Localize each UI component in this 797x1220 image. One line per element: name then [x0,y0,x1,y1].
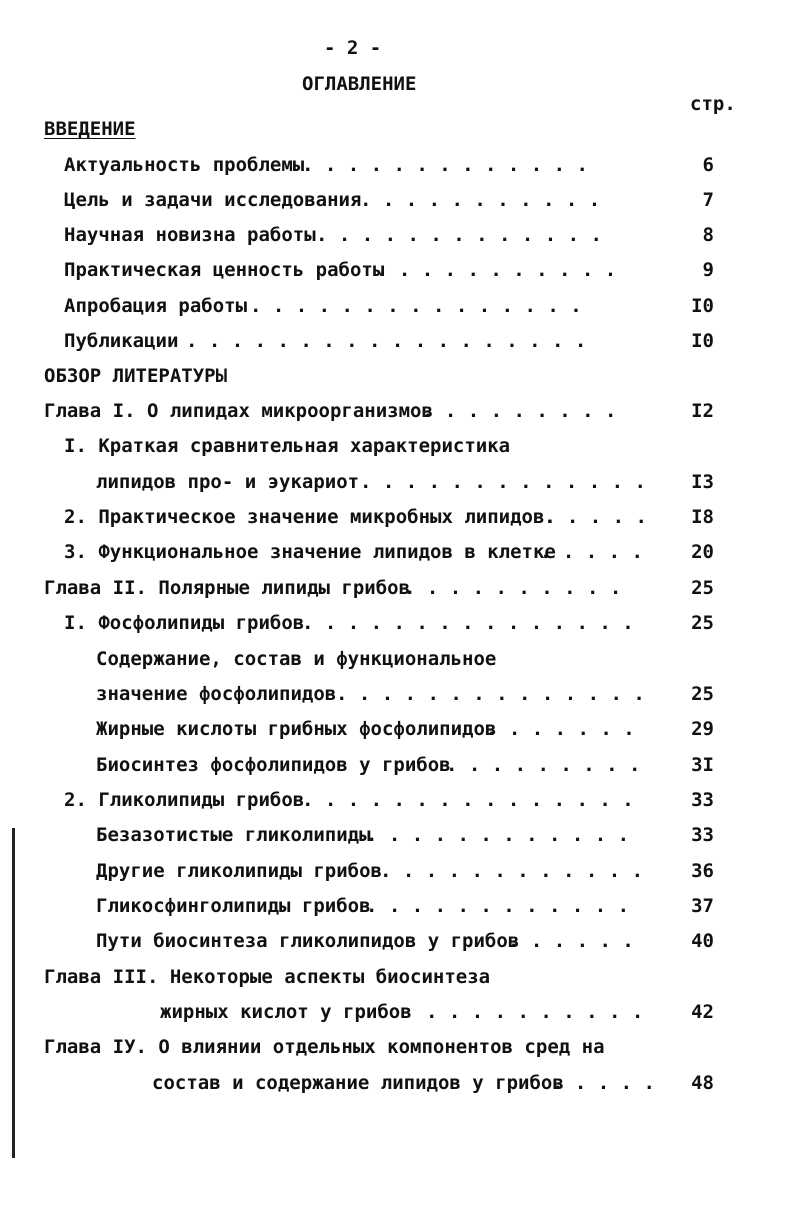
entry-text: 2. Гликолипиды грибов [64,789,305,811]
leader-dots: . . . . . [544,506,647,528]
leader-dots: . . . . . . . . . [446,754,641,776]
section-heading-intro: ВВЕДЕНИЕ [44,118,136,140]
entry-text: Актуальность проблемы [64,154,305,176]
entry-text: Содержание, состав и функциональное [96,648,497,670]
entry-page: 25 [691,612,714,634]
entry-page: 9 [702,259,714,281]
section-heading-review: ОБЗОР ЛИТЕРАТУРЫ [44,365,228,387]
entry-text: Гликосфинголипиды грибов [96,895,371,917]
leader-dots: . . . . . . . . . . . . . . . [302,612,634,634]
leader-dots: . . . . . . . . . . . . . [302,154,588,176]
leader-dots: . . . . . . [508,930,634,952]
leader-dots: . . . . . . . . . . . . . . . . . . [186,330,587,352]
page-column-label: стр. [690,93,736,115]
entry-text: Другие гликолипиды грибов [96,860,382,882]
entry-text: 2. Практическое значение микробных липидов. [64,506,556,528]
entry-text: жирных кислот у грибов [160,1001,412,1023]
entry-text: Глава IУ. О влиянии отдельных компонентов сред на [44,1036,605,1058]
entry-page: 7 [702,189,714,211]
leader-dots: . . . . . . . . . . . . [366,895,630,917]
entry-text: I. Краткая сравнительная характеристика [64,435,511,457]
leader-dots: . . . . . . . . . . . . . . . [302,789,634,811]
entry-page: I8 [691,506,714,528]
leader-dots: . . . . . . . . . . . [360,189,601,211]
entry-page: 36 [691,860,714,882]
entry-page: 25 [691,683,714,705]
leader-dots: . . . . . . . . . . . . . . [336,683,645,705]
leader-dots: . . . . . . . . . . . [376,259,617,281]
entry-page: 37 [691,895,714,917]
entry-text: липидов про- и эукариот [96,471,360,493]
leader-dots: . . . . . . . . . . . . . . . [250,295,582,317]
entry-text: состав и содержание липидов у грибов [152,1072,564,1094]
entry-text: Апробация работы [64,295,248,317]
leader-dots: . . . . . . . . . . . . . [360,471,646,493]
toc-title: ОГЛАВЛЕНИЕ [302,73,417,95]
entry-page: 40 [691,930,714,952]
entry-page: 33 [691,789,714,811]
entry-page: I0 [691,330,714,352]
leader-dots: . . . . . . . [486,718,635,740]
entry-page: 8 [702,224,714,246]
entry-page: 25 [691,577,714,599]
entry-text: 3. Функциональное значение липидов в клетке [64,541,556,563]
leader-dots: . . . . . . . . . [422,400,617,422]
entry-page: 20 [691,541,714,563]
binding-margin-line [12,828,15,1158]
entry-page: 42 [691,1001,714,1023]
entry-text: Биосинтез фосфолипидов у грибов [96,754,451,776]
entry-text: Жирные кислоты грибных фосфолипидов [96,718,497,740]
entry-text: Научная новизна работы [64,224,316,246]
entry-text: Публикации [64,330,179,352]
entry-text: Глава III. Некоторые аспекты биосинтеза [44,966,491,988]
entry-page: 48 [691,1072,714,1094]
leader-dots: . . . . . . . . . . [404,577,622,599]
entry-text: I. Фосфолипиды грибов [64,612,305,634]
entry-page: I0 [691,295,714,317]
entry-text: Практическая ценность работы [64,259,385,281]
entry-text: значение фосфолипидов [96,683,337,705]
leader-dots: . . . . . . . . . . . . [380,860,644,882]
entry-page: 3I [691,754,714,776]
leader-dots: . . . . . [540,541,643,563]
leader-dots: . . . . . . . . . . . . . [316,224,602,246]
entry-text: Цель и задачи исследования [64,189,362,211]
entry-page: I2 [691,400,714,422]
entry-page: I3 [691,471,714,493]
leader-dots: . . . . . . . . . . . . [366,824,630,846]
entry-text: Глава II. Полярные липиды грибов [44,577,411,599]
entry-text: Пути биосинтеза гликолипидов у грибов [96,930,520,952]
entry-page: 6 [702,154,714,176]
leader-dots: . . . . . [552,1072,655,1094]
entry-page: 29 [691,718,714,740]
entry-page: 33 [691,824,714,846]
leader-dots: . . . . . . . . . . [426,1001,644,1023]
entry-text: Безазотистые гликолипиды [96,824,371,846]
entry-text: Глава I. О липидах микроорганизмов [44,400,433,422]
page-number: - 2 - [324,37,382,59]
